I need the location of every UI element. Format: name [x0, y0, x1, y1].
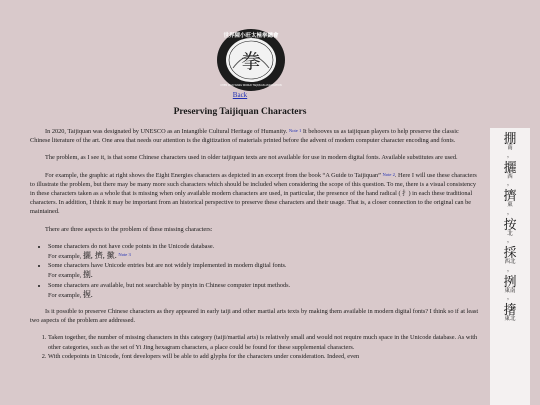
- paragraph-problem: The problem, as I see it, is that some Chinese characters used in older taijiquan texts are not available for use in modern digital fonts. Available substitutes are used.: [45, 154, 458, 162]
- energy-separator: ，: [506, 181, 513, 187]
- example-characters: 捌.: [82, 270, 93, 280]
- note-3-link[interactable]: Note 3: [118, 252, 131, 258]
- energy-separator: ，: [506, 209, 513, 216]
- steps-list: [30, 333, 480, 361]
- energy-character: 挒: [503, 273, 517, 289]
- logo-ring-text: CHEN XIAO WANG WORLD TAIJIQUAN ASSOCIATION: [220, 84, 282, 87]
- example-label: For example,: [48, 272, 82, 280]
- aspect-item: [48, 261, 480, 280]
- aspect-example: [48, 251, 480, 261]
- back-link[interactable]: Back: [232, 91, 248, 99]
- energy-character: 攦: [503, 159, 517, 175]
- aspect-item: [48, 242, 480, 261]
- energy-direction: 西北: [504, 259, 516, 265]
- energy-direction: 東: [507, 202, 513, 208]
- energy-separator: ，: [506, 152, 513, 159]
- eight-energies-graphic: [490, 128, 530, 405]
- paragraph-aspects-intro: There are three aspects to the problem of these missing characters:: [45, 225, 213, 233]
- aspect-text: Some characters do not have code points in the Unicode database.: [48, 242, 215, 250]
- energy-separator: ，: [506, 295, 513, 301]
- note-2-link[interactable]: Note 2: [382, 171, 395, 177]
- note-1-link[interactable]: Note 1: [288, 128, 302, 133]
- example-label: For example,: [48, 291, 82, 299]
- energy-direction: 南: [507, 145, 513, 151]
- energy-character: 採: [503, 245, 517, 260]
- energy-direction: 東南: [504, 287, 516, 294]
- step-item: 1. Taken together, the number of missing characters in this category (taiji/martial arts) is relatively small and would not require much space in the Unicode database. As with other categories, such as the set of Yi Jing hexagram characters, a place could be found for these supplemental characters.: [48, 333, 480, 351]
- energy-character: 撦: [503, 302, 517, 317]
- aspect-item: [48, 281, 480, 300]
- energy-separator: ，: [506, 238, 513, 244]
- paragraph-intro: [30, 127, 480, 145]
- energy-character: 掤: [503, 131, 517, 146]
- p3-text-a: For example, the graphic at right shows the Eight Energies characters as depicted in an excerpt from the book “A Guide to Taijiquan”: [45, 171, 381, 179]
- aspects-list: [30, 242, 480, 300]
- p3-text-b: . Here I will use these characters to illustrate the problem, but there may be many more such characters which should be included when considering the scope of this question. To me, there is a visual consistency in these characters taken as a whole that is missing when only available modern characters are used, in particular, the presence of the hand radical ( 扌) in each these traditional characters. In addition, I think it may be important from an historical perspective to preserve these characters and their usage. That is, a closer connection to the original can be maintained.: [30, 171, 477, 216]
- energy-separator: ，: [506, 266, 513, 273]
- energy-character: 擠: [503, 188, 517, 203]
- page-title: Preserving Taijiquan Characters: [173, 107, 307, 117]
- energy-direction: 西: [507, 173, 513, 180]
- aspect-example: [48, 290, 480, 300]
- energy-direction: 東北: [504, 316, 516, 322]
- paragraph-example: [30, 171, 480, 217]
- energy-direction: 北: [507, 230, 513, 237]
- article-body: [30, 127, 480, 361]
- paragraph-question: Is it possible to preserve Chinese characters as they appeared in early taiji and other martial arts texts by making them available in modern digital fonts? I think so if at least two aspects of the problem are addressed.: [30, 308, 479, 325]
- p1-text-b: It behooves us as taijiquan players to help preserve the classic Chinese literature of the art. One area that needs our attention is the digitization of materials printed before the advent of modern computer character encoding and fonts.: [30, 128, 459, 145]
- association-logo: [203, 24, 299, 94]
- aspect-text: Some characters are available, but not searchable by pinyin in Chinese computer input methods.: [48, 281, 291, 289]
- logo-top-text: 世界陳小旺太極拳總會: [223, 33, 279, 39]
- aspect-text: Some characters have Unicode entries but are not widely implemented in modern digital fonts.: [48, 262, 287, 270]
- example-characters: 攦, 擠, 擹.: [82, 251, 117, 261]
- example-label: For example,: [48, 253, 82, 261]
- example-characters: 握.: [82, 289, 93, 299]
- eight-energies-column: [490, 130, 530, 323]
- logo-center-char: 拳: [241, 49, 261, 73]
- aspect-example: [48, 270, 480, 280]
- p1-text-a: In 2020, Taijiquan was designated by UNESCO as an Intangible Cultural Heritage of Humanity.: [45, 128, 288, 135]
- step-item: 2. With codepoints in Unicode, font developers will be able to add glyphs for the characters under consideration. Indeed, even: [48, 352, 480, 361]
- energy-character: 按: [503, 216, 517, 232]
